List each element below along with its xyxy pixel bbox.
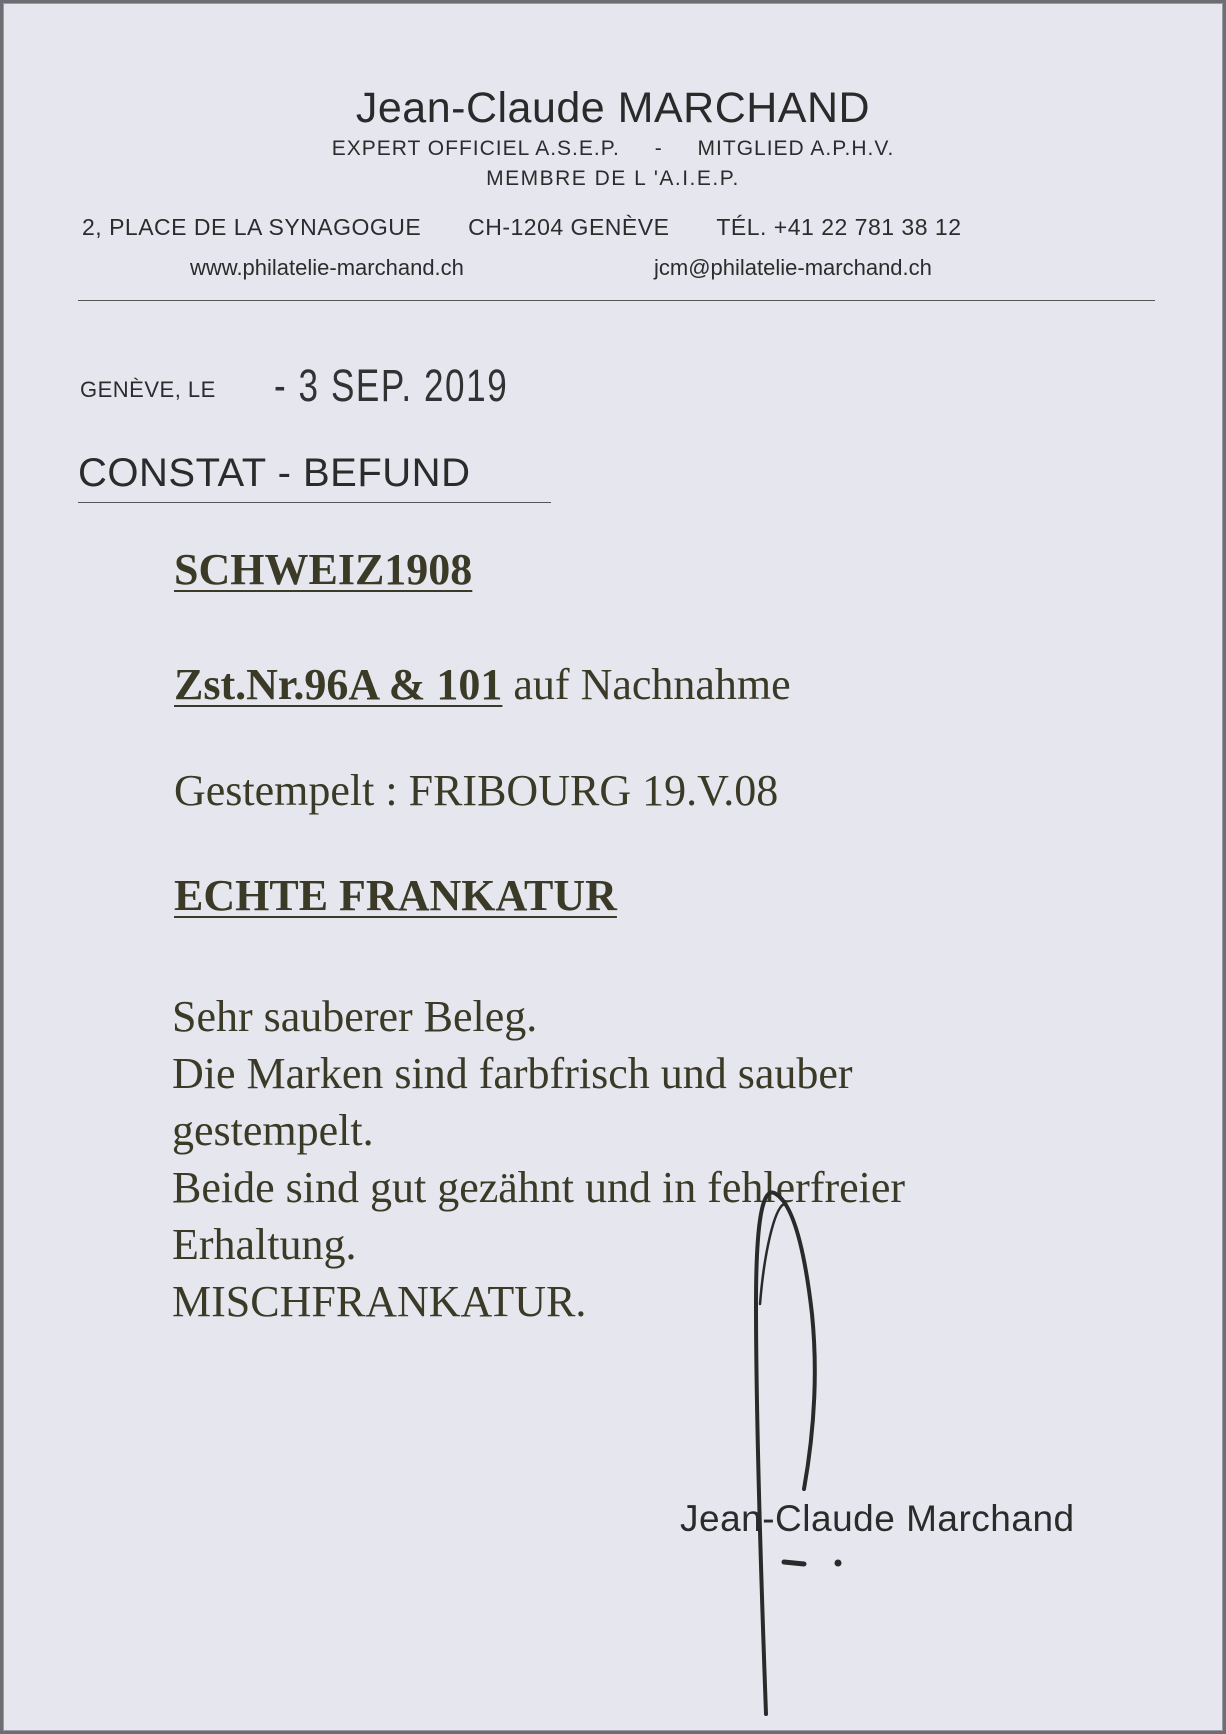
stamp-numbers: Zst.Nr.96A & 101 [174,660,503,709]
description-line: Erhaltung. [172,1220,357,1269]
credential-aphv: MITGLIED A.P.H.V. [697,137,895,160]
signature-printed-name: Jean-Claude Marchand [680,1498,1075,1539]
signature-dot [835,1560,842,1567]
membership-line: MEMBRE DE L 'A.I.E.P. [486,167,740,190]
phone: TÉL. +41 22 781 38 12 [716,214,962,240]
email-link[interactable]: jcm@philatelie-marchand.ch [654,255,932,280]
description-line: Beide sind gut gezähnt und in fehlerfreier [172,1163,906,1212]
expert-name: Jean-Claude MARCHAND [355,84,871,132]
signature-dash [784,1562,804,1564]
description-line: Sehr sauberer Beleg. [172,992,538,1041]
certificate-sheet [3,3,1223,1731]
description-line: MISCHFRANKATUR. [172,1277,587,1326]
handwritten-signature [4,4,1222,1730]
cover-type: auf Nachnahme [513,660,791,709]
description-line: Die Marken sind farbfrisch und sauber [172,1049,853,1098]
credential-asep: EXPERT OFFICIEL A.S.E.P. [331,137,620,160]
dateline-place: GENÈVE, LE [80,377,216,402]
date-stamp: - 3 SEP. 2019 [274,360,509,411]
credential-separator: - [654,137,663,160]
city: CH-1204 GENÈVE [468,214,670,240]
street-address: 2, PLACE DE LA SYNAGOGUE [82,214,422,240]
verdict-heading: ECHTE FRANKATUR [174,871,617,920]
signature-stroke [760,1204,784,1304]
document-type-heading: CONSTAT - BEFUND [78,451,471,495]
description-line: gestempelt. [172,1106,374,1155]
cancellation-line: Gestempelt : FRIBOURG 19.V.08 [174,766,779,815]
country-year-heading: SCHWEIZ1908 [174,545,473,594]
website-link[interactable]: www.philatelie-marchand.ch [190,255,464,280]
